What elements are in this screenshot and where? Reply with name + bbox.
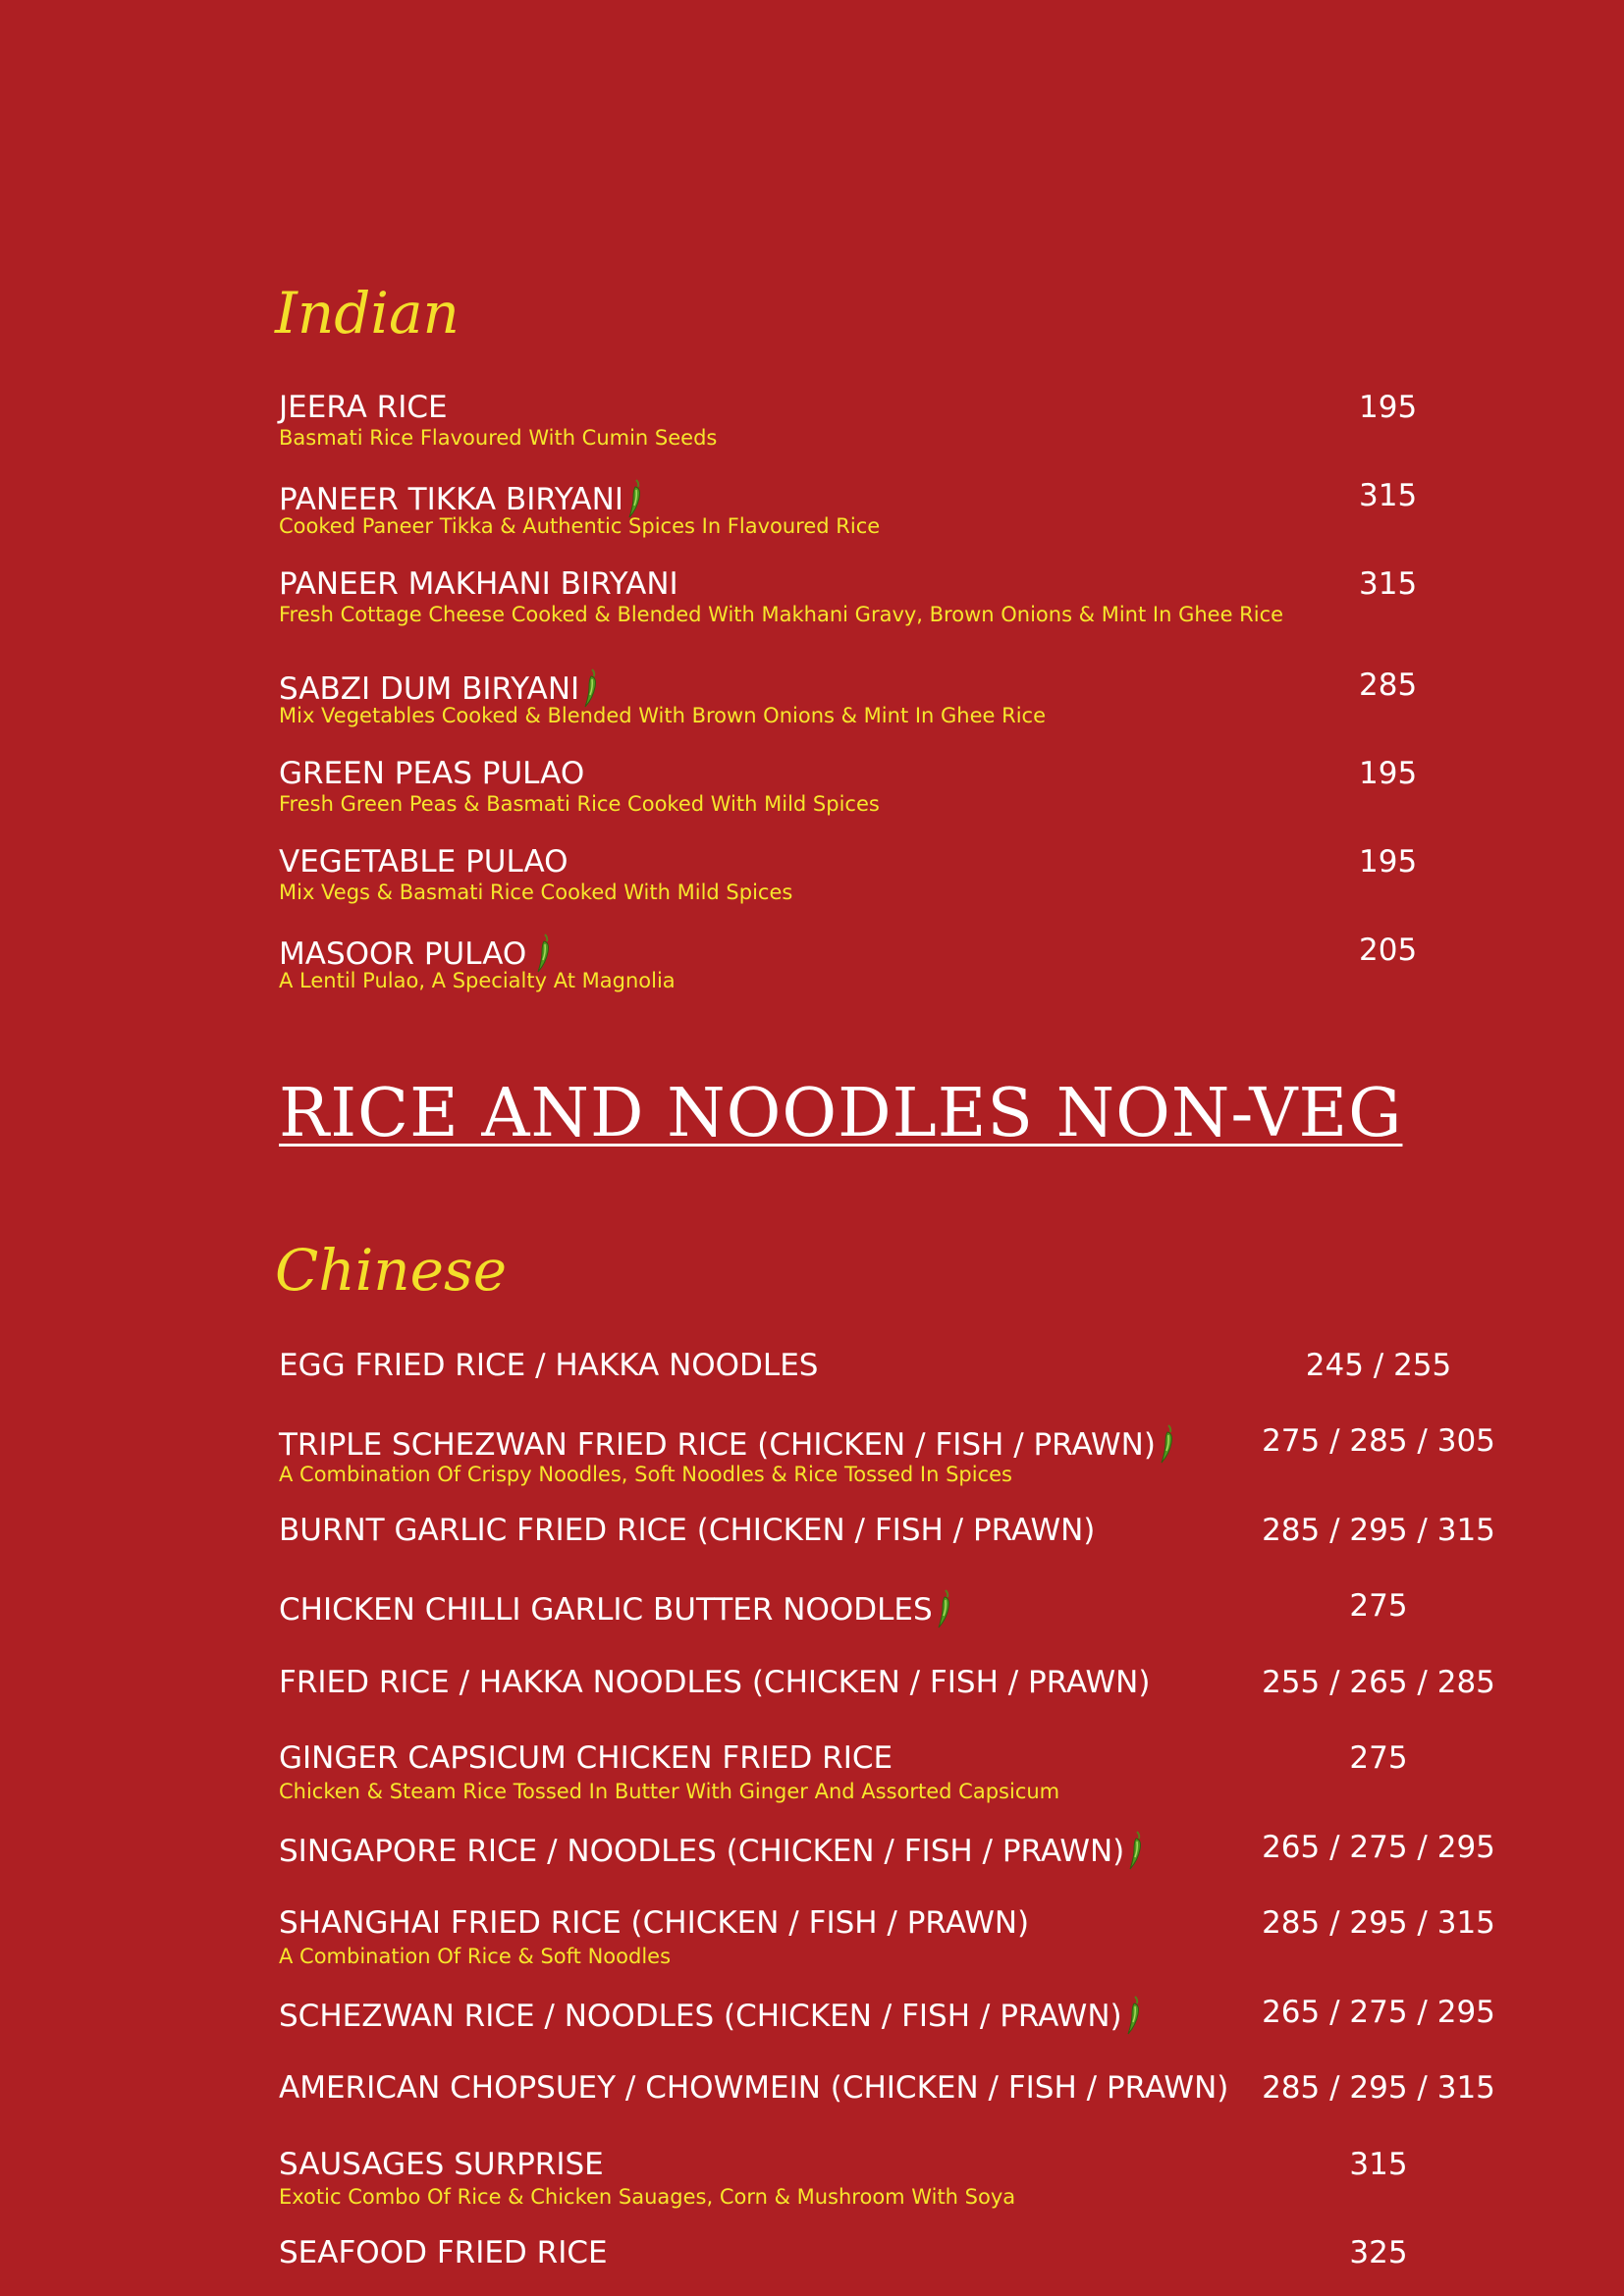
- menu-item-price: 285 / 295 / 315: [1262, 1905, 1495, 1941]
- menu-item-name: MASOOR PULAO: [279, 936, 527, 972]
- green-chili-icon: [583, 667, 599, 709]
- menu-item-name: GINGER CAPSICUM CHICKEN FRIED RICE: [279, 1740, 893, 1776]
- menu-item-price: 315: [1359, 566, 1418, 602]
- menu-item-price: 255 / 265 / 285: [1262, 1665, 1495, 1700]
- menu-item-name: VEGETABLE PULAO: [279, 844, 568, 880]
- menu-item-row: [279, 933, 552, 974]
- menu-item-name: SHANGHAI FRIED RICE (CHICKEN / FISH / PRAWN): [279, 1905, 1030, 1941]
- menu-item-row: [279, 667, 599, 709]
- section-title: RICE AND NOODLES NON-VEG: [279, 1075, 1403, 1152]
- menu-item-name: TRIPLE SCHEZWAN FRIED RICE (CHICKEN / FISH / PRAWN): [279, 1427, 1156, 1463]
- menu-item-price: 265 / 275 / 295: [1262, 1995, 1495, 2030]
- green-chili-icon: [937, 1588, 952, 1629]
- menu-item-name: SINGAPORE RICE / NOODLES (CHICKEN / FISH / PRAWN): [279, 1834, 1125, 1869]
- category-heading-chinese: Chinese: [275, 1237, 508, 1304]
- menu-item-price: 195: [1359, 844, 1418, 880]
- green-chili-icon: [627, 478, 643, 519]
- menu-item-price: 285 / 295 / 315: [1262, 2070, 1495, 2106]
- menu-item-price: 265 / 275 / 295: [1262, 1830, 1495, 1865]
- menu-item-name: PANEER MAKHANI BIRYANI: [279, 566, 678, 602]
- menu-item-desc: A Lentil Pulao, A Specialty At Magnolia: [279, 969, 676, 992]
- menu-item-name: GREEN PEAS PULAO: [279, 756, 585, 791]
- green-chili-icon: [1126, 1995, 1142, 2036]
- green-chili-icon: [1128, 1830, 1144, 1871]
- menu-item-desc: Basmati Rice Flavoured With Cumin Seeds: [279, 426, 718, 450]
- menu-item-desc: Exotic Combo Of Rice & Chicken Sauages, Corn & Mushroom With Soya: [279, 2185, 1016, 2209]
- menu-item-price: 325: [1349, 2235, 1408, 2270]
- menu-item-name: EGG FRIED RICE / HAKKA NOODLES: [279, 1348, 819, 1383]
- menu-item-desc: Fresh Cottage Cheese Cooked & Blended With Makhani Gravy, Brown Onions & Mint In Ghee Rice: [279, 603, 1284, 626]
- menu-item-price: 315: [1359, 478, 1418, 513]
- menu-item-name: CHICKEN CHILLI GARLIC BUTTER NOODLES: [279, 1592, 933, 1628]
- menu-item-desc: A Combination Of Crispy Noodles, Soft Noodles & Rice Tossed In Spices: [279, 1463, 1012, 1486]
- menu-item-name: PANEER TIKKA BIRYANI: [279, 482, 623, 517]
- green-chili-icon: [1160, 1423, 1175, 1465]
- menu-item-price: 205: [1359, 933, 1418, 968]
- menu-item-price: 275 / 285 / 305: [1262, 1423, 1495, 1459]
- menu-item-name: FRIED RICE / HAKKA NOODLES (CHICKEN / FISH / PRAWN): [279, 1665, 1151, 1700]
- menu-item-name: BURNT GARLIC FRIED RICE (CHICKEN / FISH / PRAWN): [279, 1513, 1096, 1548]
- menu-item-desc: A Combination Of Rice & Soft Noodles: [279, 1945, 672, 1968]
- menu-item-name: SEAFOOD FRIED RICE: [279, 2235, 608, 2270]
- menu-item-desc: Mix Vegetables Cooked & Blended With Brown Onions & Mint In Ghee Rice: [279, 704, 1047, 727]
- menu-item-desc: Chicken & Steam Rice Tossed In Butter With Ginger And Assorted Capsicum: [279, 1780, 1060, 1803]
- menu-item-name: AMERICAN CHOPSUEY / CHOWMEIN (CHICKEN / FISH / PRAWN): [279, 2070, 1229, 2106]
- menu-item-price: 315: [1349, 2147, 1408, 2182]
- menu-item-name: SAUSAGES SURPRISE: [279, 2147, 604, 2182]
- menu-item-desc: Fresh Green Peas & Basmati Rice Cooked With Mild Spices: [279, 792, 880, 816]
- menu-item-price: 195: [1359, 756, 1418, 791]
- menu-item-price: 275: [1349, 1740, 1408, 1776]
- green-chili-icon: [536, 933, 552, 974]
- menu-item-row: [279, 1423, 1175, 1465]
- menu-item-name: SABZI DUM BIRYANI: [279, 671, 580, 707]
- menu-item-row: [279, 1995, 1142, 2036]
- menu-item-price: 275: [1349, 1588, 1408, 1624]
- menu-item-name: SCHEZWAN RICE / NOODLES (CHICKEN / FISH / PRAWN): [279, 1999, 1122, 2034]
- category-heading-indian: Indian: [275, 280, 460, 347]
- menu-item-row: [279, 1830, 1144, 1871]
- menu-item-price: 285: [1359, 667, 1418, 703]
- menu-item-name: JEERA RICE: [279, 390, 448, 425]
- menu-item-desc: Cooked Paneer Tikka & Authentic Spices In Flavoured Rice: [279, 514, 881, 538]
- menu-item-price: 245 / 255: [1305, 1348, 1452, 1383]
- menu-item-desc: Mix Vegs & Basmati Rice Cooked With Mild Spices: [279, 881, 793, 904]
- menu-item-row: [279, 478, 643, 519]
- menu-item-price: 285 / 295 / 315: [1262, 1513, 1495, 1548]
- menu-item-row: [279, 1588, 952, 1629]
- menu-item-price: 195: [1359, 390, 1418, 425]
